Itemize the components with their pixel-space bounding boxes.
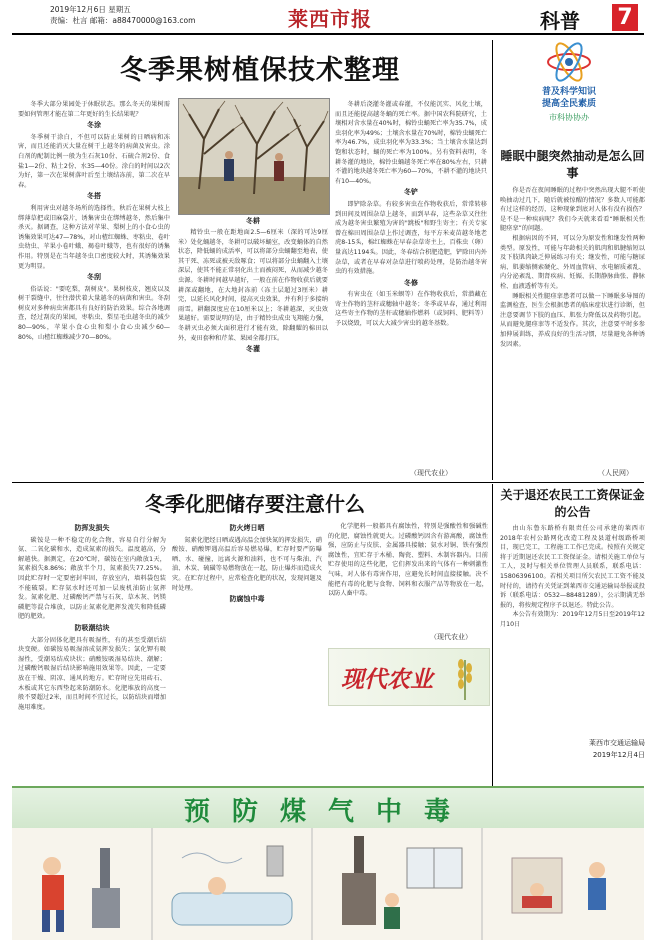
notice-date: 2019年12月4日 bbox=[592, 751, 645, 759]
notice-body-block bbox=[500, 524, 645, 718]
article1-title: 冬季果树植保技术整理 bbox=[120, 55, 400, 86]
article1-col3 bbox=[335, 100, 487, 470]
para-dongzhi: 俗话说："要吃梨，刮树皮"。果树枝皮，翘皮以及树干裂缝中，往往潜伏着大量越冬的病菌和害虫。冬刮树皮对多种病虫害都具有良好的防治效果。综合各地调查，经过刮皮的果园，枣粘虫、梨星毛虫越冬虫的减少80—90%，苹果小食心虫和梨小食心虫减少60—80%，山楂红蜘蛛减少70—80%。 bbox=[18, 285, 170, 341]
notice-title: 关于退还农民工工资保证金的公告 bbox=[500, 488, 645, 519]
masthead: 莱西市报 bbox=[288, 7, 372, 31]
para-dongta: 利用害虫对越冬场所的选择性，秋后在果树大枝上绑薄草把或旧麻袋片，诱集害虫在绑缚越冬，然后集中杀灭。据调查，这种方法对苹果、梨树上的小食心虫的诱集效果可达47—78%，对山楂红蜘蛛、枣粘虫、卷叶虫幼虫、苹果小卷叶蛾、褐卷叶蛾等，也有很好的诱集作用。特别是在当年越冬虫口密度较大时，其诱集效果更为明显。 bbox=[18, 204, 170, 270]
subhead-dongzhi: 冬刮 bbox=[87, 273, 101, 282]
sidebar1-p3: 睡眠相关性腿痉挛患者可以做一下睡眠多导图的监测检查，医生会根据患者的临床症状进行诊断，但注意要调节下肢的血压、肌张力降低以及药物引起。从而避免腿痉挛等不适发作。其次，注意要平时多参加伸展训练，养成良好的生活习惯，尽量避免各种诱发因素。 bbox=[500, 292, 645, 348]
header-date: 2019年12月6日 星期五 bbox=[50, 5, 131, 14]
sidebar1-source: （人民网） bbox=[598, 469, 633, 477]
science-badge bbox=[490, 40, 648, 140]
science-atom-icon bbox=[544, 40, 594, 85]
badge-line2: 提高全民素质 bbox=[541, 99, 596, 109]
column-divider-2 bbox=[492, 484, 493, 786]
mid-rule bbox=[12, 482, 644, 483]
modern-agri-logo-text: 现代农业 bbox=[341, 666, 433, 693]
article2-p3: 氮素化肥经日晒或遇高温会加快氮的挥发损失，硝酸铵、硝酸钾遇高温后容易燃易爆，贮存时要严防曝晒、水、碰撞，远离火源和油料，也不可与柴油、汽油、木炭、硫磺等易燃物放在一起，防止爆炸而造成火灾。在贮存过程中，应常检查化肥的状况，发现问题及时处理。 bbox=[172, 536, 322, 592]
badge-line1: 普及科学知识 bbox=[541, 87, 596, 97]
article2-col2 bbox=[172, 522, 322, 784]
article2-h3: 防火烤日晒 bbox=[229, 524, 265, 532]
article2-h4: 防腐蚀中毒 bbox=[229, 595, 265, 604]
sidebar1-title: 睡眠中腿突然抽动是怎么回事 bbox=[500, 149, 645, 180]
modern-agri-logo bbox=[328, 648, 490, 706]
para-dongchu: 即铲除杂草。有较多害虫在作物收获后，常常转移到田间及周围杂草上越冬，而到早春，这些杂草又往往成为越冬害虫繁殖为害的"跳板"和野生寄主；有关专家曾在棉田周围杂草上作过调查，每平方米麦苗越冬地老虎8-15头，棉红蜘蛛在早春杂草寄主上，百株虫（卵）量高达1194头。因此，冬春结合积肥造肥，铲除田内外杂草，或者在早春对杂草进行喷药处理，是防治越冬害虫的有效措施。 bbox=[335, 200, 487, 276]
header-editor: 责编：杜言 邮箱：a88470000@163.com bbox=[50, 16, 196, 25]
article1-col1 bbox=[18, 100, 170, 480]
sidebar1-p1: 你是否在夜间睡眠的过程中突然出现大腿不听使唤抽动过几下，随后就被惊醒的情况？多数人可能都有过这样的经历，这种现象到底对人体有没有损伤？是不是一种疾病呢？我们今天就来看看“睡眠相关性腿痉挛”的问题。 bbox=[500, 187, 645, 233]
article2-source: （现代农业） bbox=[430, 633, 472, 641]
section-label: 科普 bbox=[540, 9, 580, 33]
illustration-strip bbox=[12, 828, 644, 940]
article1-col2 bbox=[178, 228, 328, 478]
article2-p2: 大部分固体化肥具有吸湿性，有的甚至受潮后结块变硬。如碳铵易吸湿溶成氨挥发损失；氯化钾有吸湿性，受潮易结成块状；硝酸铵吸湿易结块、潮解；过磷酸钙吸湿后结块影响施用效果等。因此，一定要放在干燥、阴凉、通风的地方。贮存时应先用砖石、木板或其它东西垫起来防潮防水。化肥堆放的高度一般不要超过2米，而且时间不宜过长，以防结块而增加施用难度。 bbox=[18, 636, 166, 711]
sidebar1-p2: 根据病因的不同，可以分为原发性和继发性两种类型。原发性，可能与年龄相关的肌肉和肌腱缩短以及下肢肌肉缺乏伸展练习有关；继发性，可能与糖尿病、肌萎缩侧索硬化、外周血管病、水电解质紊乱、内分泌紊乱、期肾疾病、妊娠、长期静脉曲张、静脉栓、血液透析等有关。 bbox=[500, 234, 645, 290]
subhead-dongxiao: 冬修 bbox=[404, 278, 418, 287]
subhead-dongta: 冬搭 bbox=[87, 192, 101, 201]
sidebar1-body bbox=[500, 186, 645, 464]
banner-title: 预防煤气中毒 bbox=[183, 797, 472, 827]
article2-p1: 碳铵是一种不稳定的化合物，容易自行分解为氨、二氧化碳和水，造成氮素的损失。温度越高，分解越快。据测定，在20℃时，碳铵在室内敞放1天，氮素损失8.86%；敞放半个月，氮素损失77.25%。因此贮存时一定要密封牢固，存放室内，墙料袋包装不能破裂。贮存氨水时还可加一层废机油防止氨挥发。氮素化肥、过磷酸钙严禁与石灰、草木灰、钙镁磷肥等混合堆放，以防止氮素化肥挥发流失和降低磷肥的肥效。 bbox=[18, 536, 166, 621]
photo-caption: 冬耕 bbox=[246, 217, 260, 225]
page-number: 7 bbox=[612, 4, 638, 31]
article2-h2: 防吸潮结块 bbox=[74, 623, 110, 632]
para-dongxiao: 有害虫在（如玉米螟等）在作物收获后，常潜藏在寄主作物的茎秆或穗轴中越冬；冬季或早春，通过利用这些寄主作物的茎秆或穗轴作燃料（或饲料、肥料等）予以烧毁，可以大大减少害虫的越冬基数。 bbox=[335, 291, 487, 328]
para-donggan: 冬耕后浇灌冬灌或春灌，不仅能沉实、风化土壤，而且还能提高越冬蛹的死亡率。据中国农科院研究，土壤相对含水量在40%时，棉铃虫蛹死亡率为35.7%，成虫羽化率为49%；土壤含水量在70%时，棉铃虫蛹死亡率为46.7%，成虫羽化率为33.3%；当土壤含水量达到饱和状态时，蛹的死亡率为100%。另有资料表明，冬耕冬灌的地块，棉铃虫蛹越冬死亡率在80%左右，只耕不灌的地块越冬死亡率为60—70%，不耕不灌的地块只有10—40%。 bbox=[335, 101, 487, 185]
subhead-donggan: 冬灌 bbox=[246, 345, 260, 354]
article2-p4: 化学肥料一般都具有腐蚀性，特别是强酸性和强碱性的化肥，腐蚀性就更大。过磷酸钙因含有游离酸，腐蚀性强，应防止与皮肤、金属器具接触；氨水对铜、铁有强烈腐蚀性，宜贮存于木桶、陶瓷、塑料、木制容器内。目前贮存使用的这些化肥，它们挥发出来的气体有一种刺激性气味，对人体有毒害作用，应避免长时间直接接触。决不能把有毒的化肥与食物、饲料和衣服产品等物放在一起，以防人畜中毒。 bbox=[328, 523, 488, 598]
orchard-photo bbox=[178, 98, 330, 215]
column-divider bbox=[492, 40, 493, 480]
article2-title: 冬季化肥储存要注意什么 bbox=[145, 492, 365, 516]
badge-line3: 市科协协办 bbox=[549, 113, 589, 122]
notice-signer: 莱西市交通运输局 bbox=[589, 739, 645, 747]
article2-col1 bbox=[18, 522, 166, 784]
para-dongtu: 冬季树干涂白，不但可以防止果树的日晒病和冻害，而且还能消灭大量在树干上越冬的病菌及害虫。涂白剂的配制比例一般为生石灰10份、石硫合剂2份、食盐1—2份、粘土2份、水35—40份。涂白的时间以2次为好，第一次在果树落叶后至土壤结冻前，第二次在早春。 bbox=[18, 133, 170, 189]
article2-h1: 防挥发损失 bbox=[74, 524, 110, 532]
header-rule bbox=[12, 33, 644, 35]
notice-body: 由山东鲁东路桥有限责任公司承建的莱西市2018年农村公路网化改造工程及县道村级路桥项目，现已完工，工程施工工作已完成。按照有关规定将于近期退还农民工工资保证金。请相关施工单位与工人，及时与相关单位管理人员联系，联系电话：15806396100。若相关项目所欠农民工工资不能及时付的，请持有关凭证到莱西市交通运输局举报或投诉（联系电话：0532—88481289），公示期满无举报的，将按规定程序予以退还。特此公告。 bbox=[500, 525, 645, 609]
wheat-icon bbox=[445, 652, 485, 702]
orchard-pruning-image bbox=[179, 99, 329, 214]
subhead-dongtu: 冬涂 bbox=[87, 121, 101, 130]
article2-col3 bbox=[328, 522, 488, 640]
gas-safety-illustrations bbox=[12, 828, 644, 940]
article1-intro: 冬季大部分果园处于休眠状态。那么冬天的果树需要如何管理才能在第二年更好的生长结果呢？ bbox=[18, 101, 170, 118]
banner-bar bbox=[12, 786, 644, 828]
article1-source: （现代农业） bbox=[410, 469, 452, 477]
notice-period: 本公告有效期为：2019年12月5日至2019年12月10日 bbox=[500, 611, 645, 628]
para-dongge: 精铃虫一般在距地面2.5—6厘米（深的可达9厘米）处化蛹越冬，冬耕可以破坏蛹室，改变蛹体的自然状态，降低蛹的成活率，可以将部分虫蛹翻至地表，使其干死、冻死或被天敌啄食；可以将部分虫蛹翻入土壤深层，使其不能正常羽化出土而被闷死，从而减少越冬虫源。冬耕时间越早越好，一般在前在作物收获后就要耕深或翻地，在大地封冻前（冻土层超过3厘米）耕完，以延长风化时间，提高灭虫效果，并有利于多接纳雨雪。耕翻深度应在10厘米以上；冬耕越深，灭虫效果越好。需要说明的是，由于精铃虫成虫飞翔能力强，冬耕灭虫必须大面积进行才能有效，除翻耀的棉田以外，麦田套种和芹菜、果园全都打压。 bbox=[178, 229, 328, 342]
subhead-dongchu: 冬铲 bbox=[404, 188, 418, 197]
